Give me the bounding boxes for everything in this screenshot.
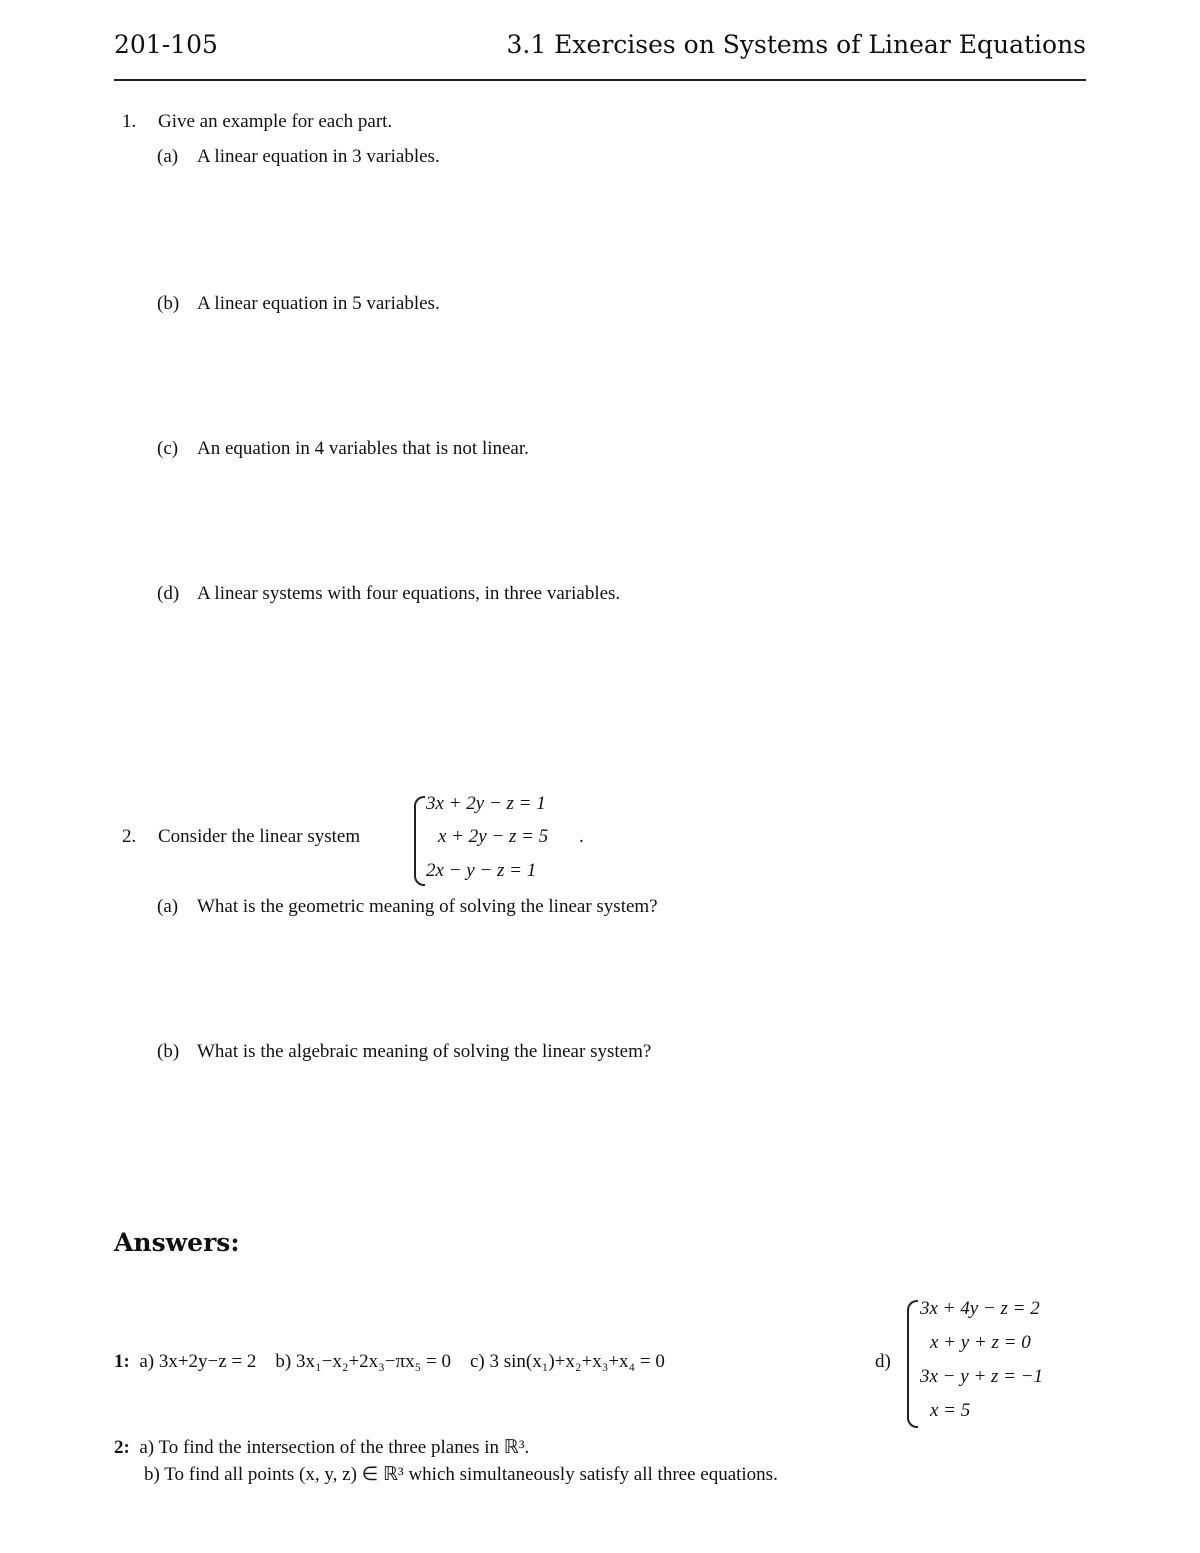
answer-2 bbox=[114, 1436, 529, 1459]
course-code: 201-105 bbox=[114, 30, 218, 59]
part-label: (b) bbox=[157, 1041, 180, 1062]
answer-system-equation: 3x + 4y − z = 2 bbox=[920, 1298, 1040, 1319]
question-1 bbox=[122, 111, 392, 133]
system-equation: 2x − y − z = 1 bbox=[426, 860, 537, 881]
part-text: A linear equation in 3 variables. bbox=[197, 146, 440, 167]
part-label: (c) bbox=[157, 438, 179, 459]
part-label: (d) bbox=[157, 583, 180, 604]
part-text: What is the geometric meaning of solving the linear system? bbox=[197, 896, 658, 917]
q1-part-a bbox=[157, 146, 440, 168]
part-text: A linear systems with four equations, in three variables. bbox=[197, 583, 621, 604]
part-text: A linear equation in 5 variables. bbox=[197, 293, 440, 314]
q1-part-b bbox=[157, 293, 440, 315]
page-title: 3.1 Exercises on Systems of Linear Equations bbox=[506, 30, 1086, 59]
part-text: An equation in 4 variables that is not linear. bbox=[197, 438, 529, 459]
q2-part-a bbox=[157, 896, 658, 918]
answer-label: 2: bbox=[114, 1437, 130, 1458]
answer-1c: c) 3 sin(x₁)+x₂+x₃+x₄ = 0 bbox=[469, 1351, 665, 1372]
question-prompt: Give an example for each part. bbox=[158, 111, 393, 132]
q1-part-d bbox=[157, 583, 620, 605]
question-2 bbox=[122, 826, 360, 848]
part-text: What is the algebraic meaning of solving the linear system? bbox=[197, 1041, 652, 1062]
question-prompt: Consider the linear system bbox=[158, 826, 361, 847]
system-equation: x + 2y − z = 5 bbox=[438, 826, 549, 847]
q1-part-c bbox=[157, 438, 529, 460]
question-number: 2. bbox=[122, 826, 137, 847]
answer-system-equation: x + y + z = 0 bbox=[930, 1332, 1031, 1353]
q2-part-b bbox=[157, 1041, 651, 1063]
answer-1 bbox=[114, 1351, 665, 1373]
header-rule bbox=[114, 79, 1086, 81]
answer-1d-label: d) bbox=[875, 1351, 891, 1372]
answer-system-brace bbox=[907, 1300, 918, 1428]
system-brace bbox=[414, 796, 425, 886]
answer-1a: a) 3x+2y−z = 2 bbox=[139, 1351, 257, 1372]
answer-1b: b) 3x₁−x₂+2x₃−πx₅ = 0 bbox=[275, 1351, 451, 1372]
system-period: . bbox=[579, 826, 584, 847]
part-label: (a) bbox=[157, 896, 179, 917]
answers-heading: Answers: bbox=[114, 1228, 240, 1257]
answer-2b: b) To find all points (x, y, z) ∈ ℝ³ which simultaneously satisfy all three equations. bbox=[144, 1464, 778, 1485]
part-label: (b) bbox=[157, 293, 180, 314]
answer-system-equation: x = 5 bbox=[930, 1400, 971, 1421]
system-equation: 3x + 2y − z = 1 bbox=[426, 793, 546, 814]
part-label: (a) bbox=[157, 146, 179, 167]
answer-system-equation: 3x − y + z = −1 bbox=[920, 1366, 1044, 1387]
answer-2a: a) To find the intersection of the three planes in ℝ³. bbox=[139, 1437, 530, 1458]
answer-label: 1: bbox=[114, 1351, 130, 1372]
question-number: 1. bbox=[122, 111, 137, 132]
